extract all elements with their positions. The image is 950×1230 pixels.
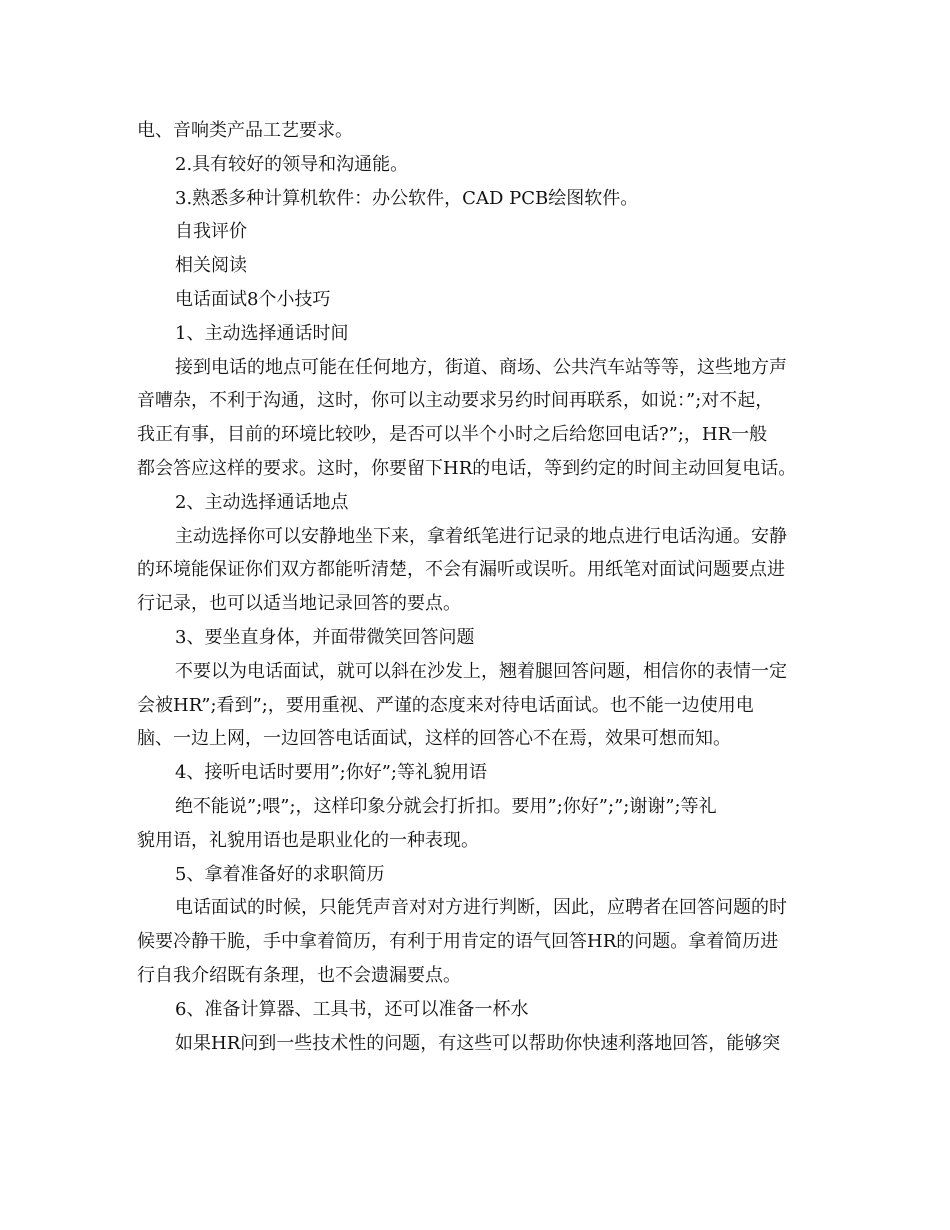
paragraph-line: 脑、一边上网，一边回答电话面试，这样的回答心不在焉，效果可想而知。 [137, 728, 731, 750]
article-title: 电话面试8个小技巧 [175, 288, 331, 310]
tip-heading-5: 5、拿着准备好的求职简历 [175, 863, 385, 885]
paragraph-line: 音嘈杂，不利于沟通，这时，你可以主动要求另约时间再联系，如说：”;对不起， [137, 390, 774, 412]
tip-heading-6: 6、准备计算器、工具书，还可以准备一杯水 [175, 998, 529, 1020]
paragraph-line: 候要冷静干脆，手中拿着简历，有利于用肯定的语气回答HR的问题。拿着简历进 [137, 931, 779, 953]
paragraph-line: 行自我介绍既有条理，也不会遗漏要点。 [137, 964, 461, 986]
section-heading-self-evaluation: 自我评价 [175, 221, 247, 243]
paragraph-line: 接到电话的地点可能在任何地方，街道、商场、公共汽车站等等，这些地方声 [175, 356, 787, 378]
tip-heading-3: 3、要坐直身体，并面带微笑回答问题 [175, 626, 475, 648]
paragraph-line: 主动选择你可以安静地坐下来，拿着纸笔进行记录的地点进行电话沟通。安静 [175, 525, 787, 547]
list-item-skill-3: 3.熟悉多种计算机软件：办公软件，CAD PCB绘图软件。 [175, 187, 639, 209]
paragraph-line: 貌用语，礼貌用语也是职业化的一种表现。 [137, 829, 479, 851]
paragraph-line: 绝不能说”;喂”;，这样印象分就会打折扣。要用”;你好”;”;谢谢”;等礼 [175, 795, 717, 817]
paragraph-line: 会被HR”;看到”;，要用重视、严谨的态度来对待电话面试。也不能一边使用电 [137, 694, 754, 716]
document-body [137, 114, 827, 1060]
tip-heading-1: 1、主动选择通话时间 [175, 322, 349, 344]
paragraph-line: 不要以为电话面试，就可以斜在沙发上，翘着腿回答问题，相信你的表情一定 [175, 660, 787, 682]
tip-heading-2: 2、主动选择通话地点 [175, 491, 349, 513]
paragraph-line: 我正有事，目前的环境比较吵，是否可以半个小时之后给您回电话?”;，HR一般 [137, 424, 768, 446]
paragraph-line: 的环境能保证你们双方都能听清楚，不会有漏听或误听。用纸笔对面试问题要点进 [137, 559, 785, 581]
section-heading-related-reading: 相关阅读 [175, 255, 247, 277]
list-item-skill-2: 2.具有较好的领导和沟通能。 [175, 153, 409, 175]
tip-heading-4: 4、接听电话时要用”;你好”;等礼貌用语 [175, 762, 487, 784]
paragraph-line: 行记录，也可以适当地记录回答的要点。 [137, 593, 461, 615]
text-line: 电、音响类产品工艺要求。 [137, 120, 353, 141]
paragraph-line: 电话面试的时候，只能凭声音对对方进行判断，因此，应聘者在回答问题的时 [175, 897, 787, 919]
paragraph-line: 如果HR问到一些技术性的问题，有这些可以帮助你快速利落地回答，能够突 [175, 1032, 781, 1054]
paragraph-line: 都会答应这样的要求。这时，你要留下HR的电话，等到约定的时间主动回复电话。 [137, 457, 797, 479]
